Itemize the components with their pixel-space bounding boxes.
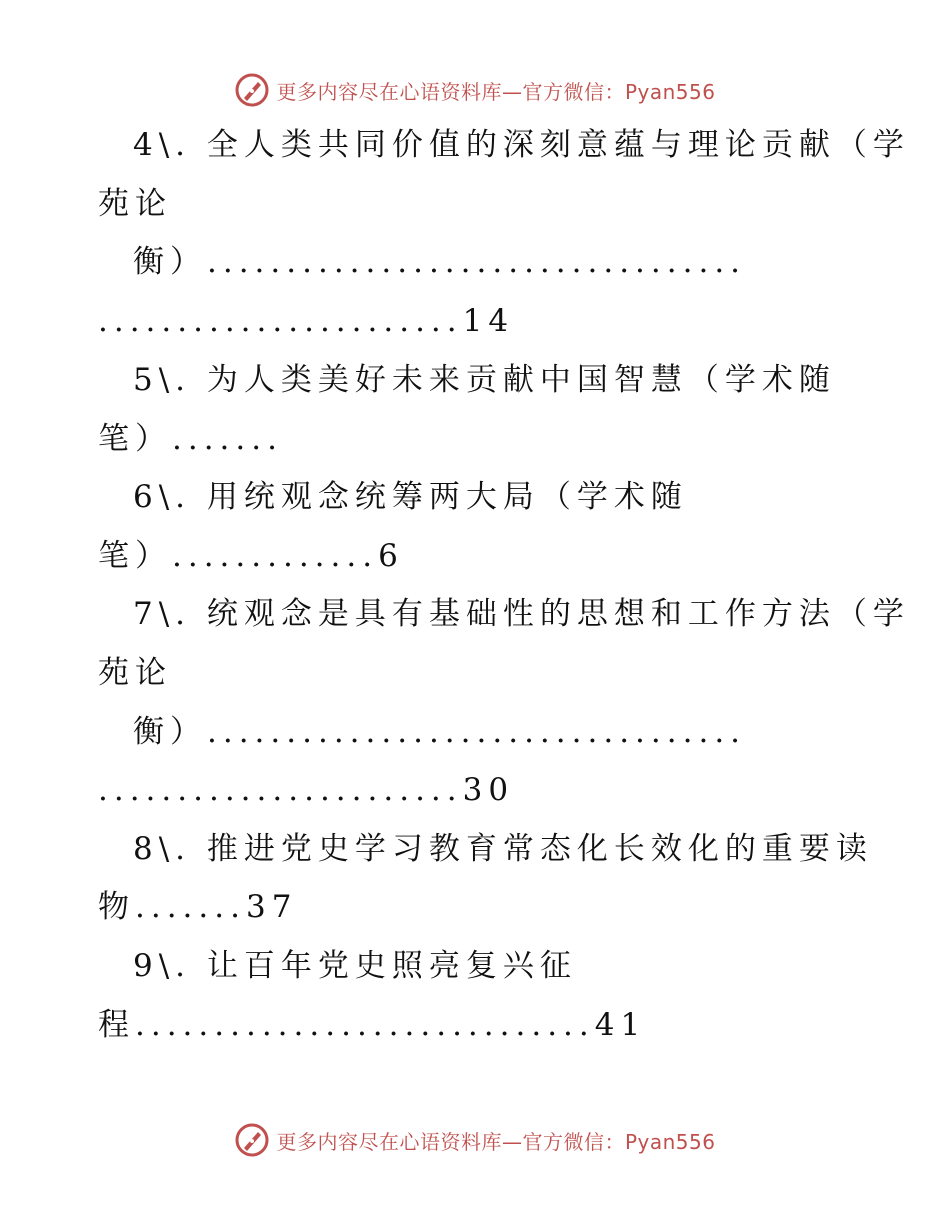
toc-entry-9-page: 程.............................41: [98, 1007, 647, 1043]
toc-entry-7[interactable]: 7\. 统观念是具有基础性的思想和工作方法（学: [133, 596, 910, 632]
toc-entry-4-page: .......................14: [98, 303, 515, 339]
toc-entry-4[interactable]: 4\. 全人类共同价值的深刻意蕴与理论贡献（学: [133, 127, 910, 163]
toc-entry-9[interactable]: 9\. 让百年党史照亮复兴征: [133, 948, 577, 984]
toc-entry-6[interactable]: 6\. 用统观念统筹两大局（学术随: [133, 479, 688, 515]
toc-entry-7-page: .......................30: [98, 772, 515, 808]
toc-entry-4-cont: 苑论: [98, 186, 172, 222]
toc-entry-6-page: 笔）.............6: [98, 538, 404, 574]
header-banner: [0, 68, 950, 112]
toc-entry-7-cont: 苑论: [98, 655, 172, 691]
toc-entry-7-leader: 衡）..................................: [133, 714, 747, 750]
footer-banner: [0, 1118, 950, 1162]
toc-entry-5[interactable]: 5\. 为人类美好未来贡献中国智慧（学术随: [133, 362, 836, 398]
pen-nib-logo-icon: [234, 1122, 270, 1158]
header-banner-text: 更多内容尽在心语资料库—官方微信：Pyan556: [276, 79, 716, 104]
footer-banner-text: 更多内容尽在心语资料库—官方微信：Pyan556: [276, 1129, 716, 1154]
toc-entry-8[interactable]: 8\. 推进党史学习教育常态化长效化的重要读: [133, 831, 873, 867]
pen-nib-logo-icon: [234, 72, 270, 108]
toc-entry-5-cont: 笔）.......: [98, 421, 283, 457]
toc-entry-4-leader: 衡）..................................: [133, 244, 747, 280]
toc-entry-8-page: 物.......37: [98, 889, 298, 925]
